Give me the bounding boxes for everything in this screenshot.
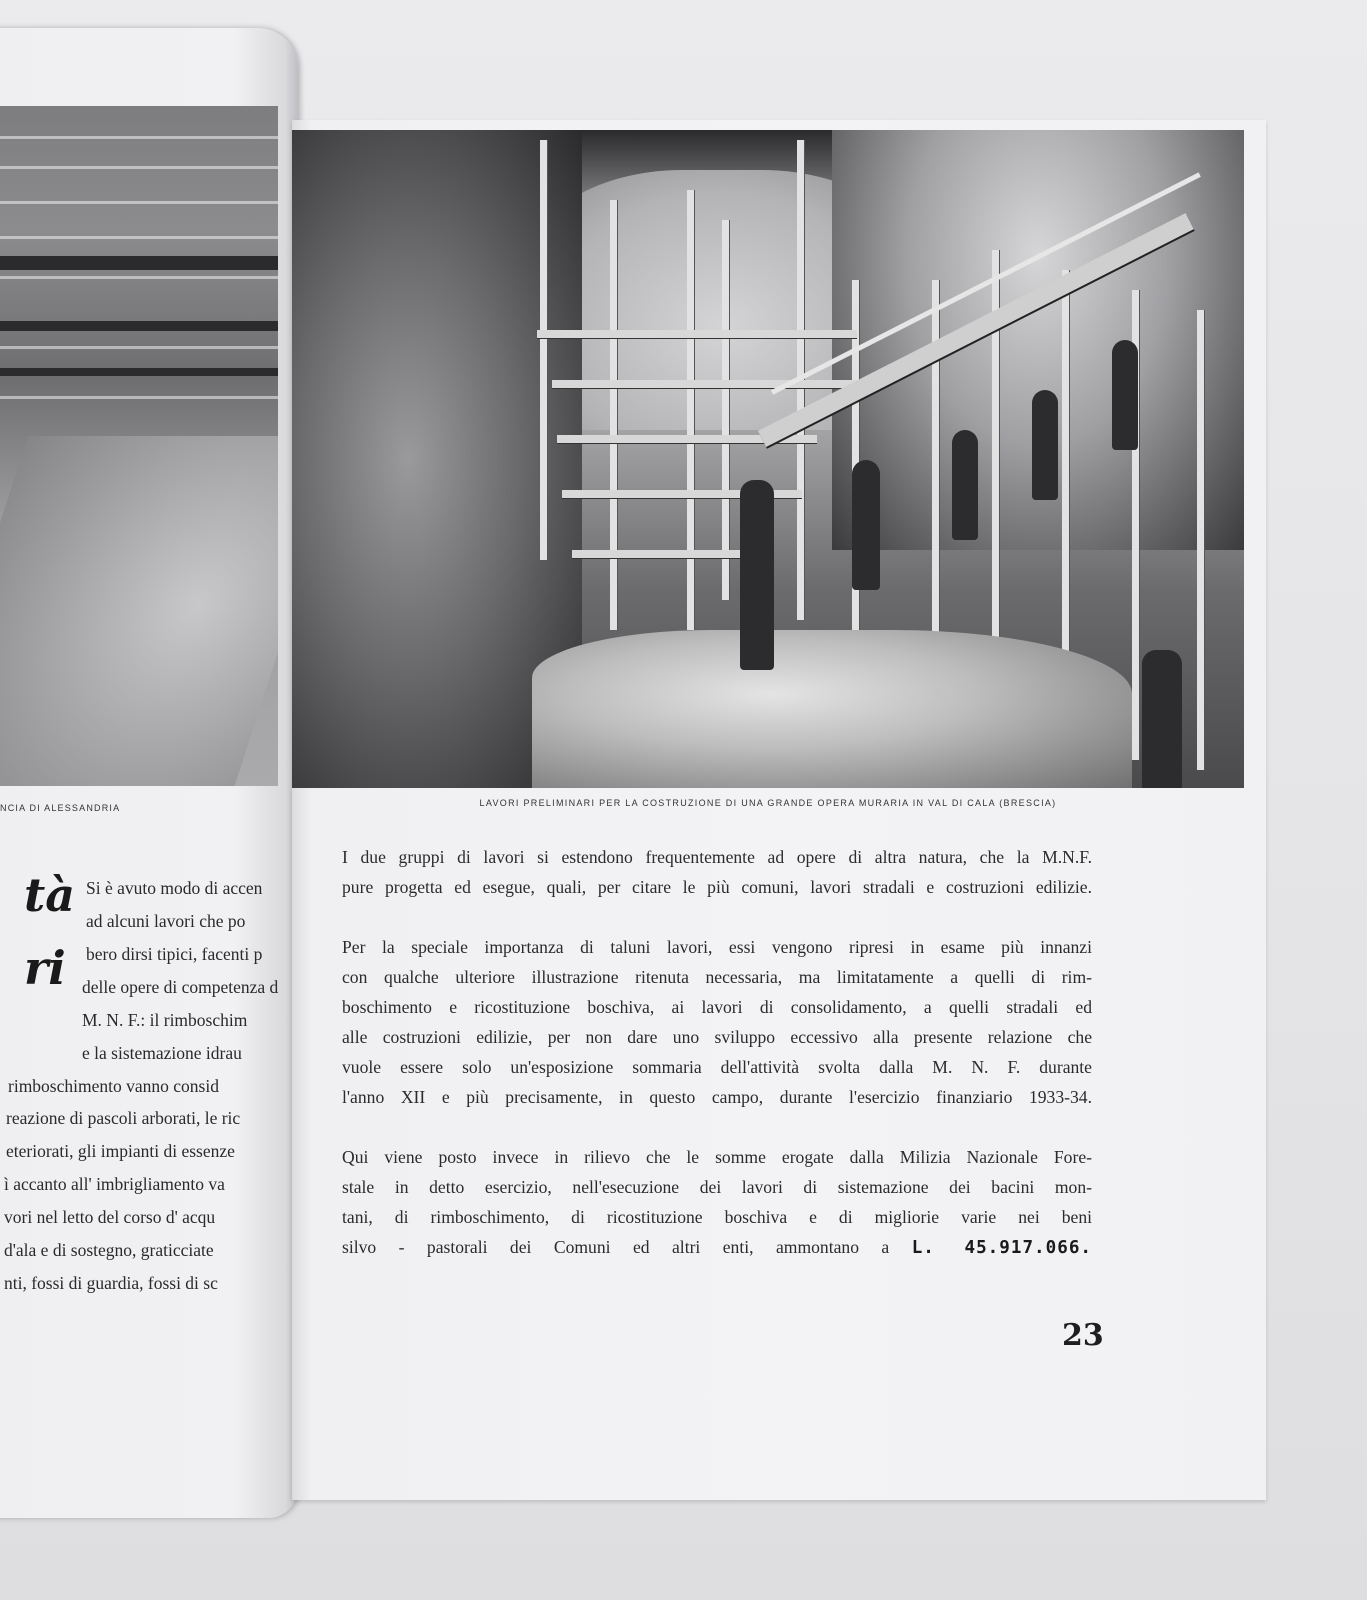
- construction-scaffolding-photo: [292, 130, 1244, 788]
- paragraph-3: [342, 1142, 1092, 1262]
- text-line: boschimento e ricostituzione boschiva, ai lavori di consolidamento, a quelli stradali ed: [342, 997, 1092, 1017]
- text-line: e la sistemazione idrau: [82, 1043, 242, 1063]
- total-amount: L. 45.917.066.: [911, 1238, 1093, 1258]
- text-line: tani, di rimboschimento, di ricostituzione boschiva e di migliorie varie nei beni: [342, 1207, 1092, 1227]
- paragraph-2: [342, 932, 1092, 1112]
- text-line: vuole essere solo un'esposizione sommaria dell'attività svolta dalla M. N. F. durante: [342, 1057, 1092, 1077]
- text-line: rimboschimento vanno consid: [8, 1076, 219, 1096]
- text-line: ad alcuni lavori che po: [86, 911, 246, 931]
- text-line: I due gruppi di lavori si estendono frequentemente ad opere di altra natura, che la M.N.F.: [342, 847, 1092, 867]
- text-line: delle opere di competenza d: [82, 977, 279, 997]
- section-title-fragment: tà: [24, 868, 76, 922]
- page-number: 23: [1062, 1318, 1104, 1353]
- right-page: [292, 120, 1266, 1500]
- text-line: vori nel letto del corso d' acqu: [4, 1207, 216, 1227]
- left-photo-caption: NCIA DI ALESSANDRIA: [0, 803, 121, 813]
- text-fragment: silvo - pastorali dei Comuni ed altri enti, ammontano a: [342, 1237, 890, 1257]
- text-line: M. N. F.: il rimboschim: [82, 1010, 248, 1030]
- text-line: pure progetta ed esegue, quali, per citare le più comuni, lavori stradali e costruzioni edilizie.: [342, 877, 1092, 897]
- text-line: Per la speciale importanza di taluni lavori, essi vengono ripresi in esame più innanzi: [342, 937, 1092, 957]
- left-page: [0, 28, 298, 1518]
- text-line: bero dirsi tipici, facenti p: [86, 944, 263, 964]
- text-line: l'anno XII e più precisamente, in questo campo, durante l'esercizio finanziario 1933-34.: [342, 1087, 1092, 1107]
- text-line: alle costruzioni edilizie, per non dare uno sviluppo eccessivo alla presente relazione che: [342, 1027, 1092, 1047]
- photo-caption: LAVORI PRELIMINARI PER LA COSTRUZIONE DI UNA GRANDE OPERA MURARIA IN VAL DI CALA (BRESCIA): [479, 798, 1057, 808]
- paragraph-1: [342, 842, 1092, 902]
- text-line: Qui viene posto invece in rilievo che le somme erogate dalla Milizia Nazionale Fore-: [342, 1147, 1092, 1167]
- text-line: [342, 1232, 1092, 1262]
- text-line: ì accanto all' imbrigliamento va: [4, 1174, 225, 1194]
- text-line: nti, fossi di guardia, fossi di sc: [4, 1273, 218, 1293]
- section-title-fragment: ri: [24, 941, 66, 995]
- text-line: stale in detto esercizio, nell'esecuzione dei lavori di sistemazione dei bacini mon-: [342, 1177, 1092, 1197]
- text-line: Si è avuto modo di accen: [86, 878, 263, 898]
- terraced-hillside-photo: [0, 106, 278, 786]
- text-line: d'ala e di sostegno, graticciate: [4, 1240, 214, 1260]
- text-line: reazione di pascoli arborati, le ric: [6, 1108, 241, 1128]
- text-line: eteriorati, gli impianti di essenze: [6, 1141, 235, 1161]
- text-line: con qualche ulteriore illustrazione ritenuta necessaria, ma limitatamente a quelli di rim-: [342, 967, 1092, 987]
